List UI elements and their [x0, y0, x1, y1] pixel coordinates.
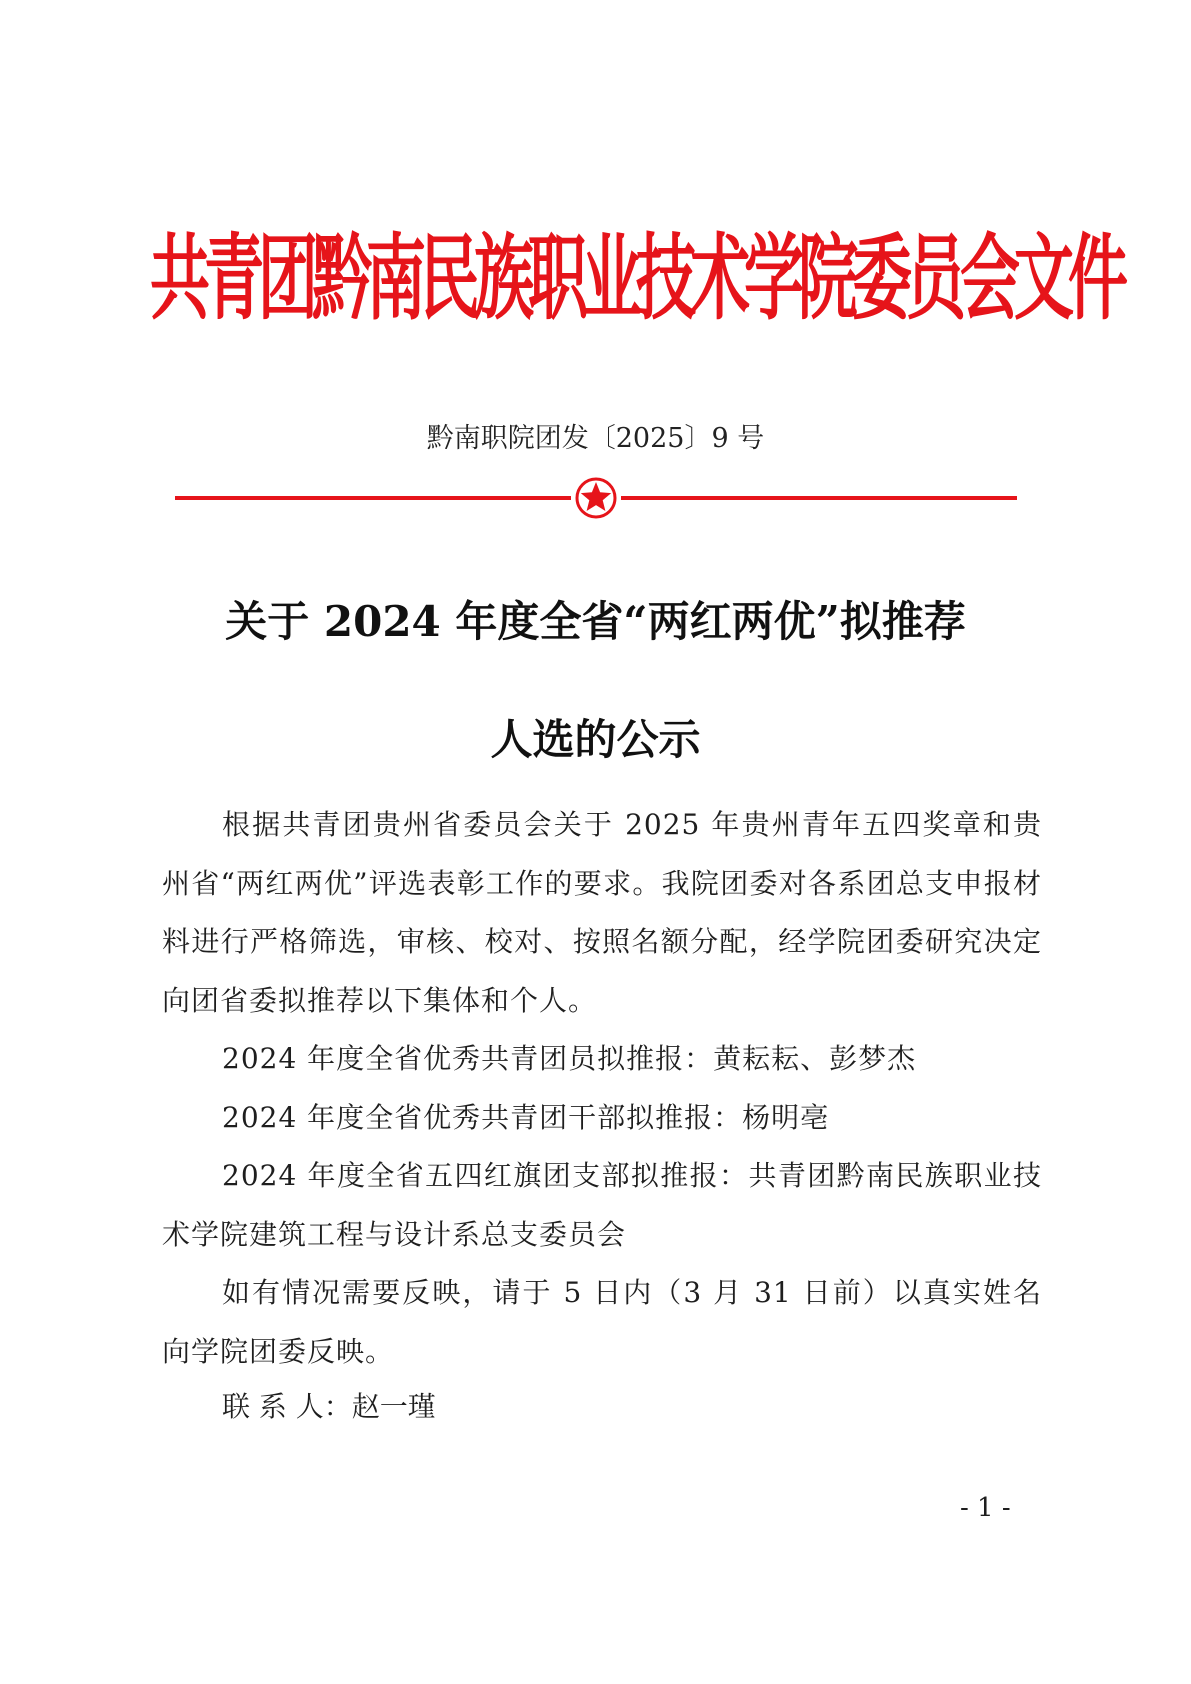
org-header-title: 共青团黔南民族职业技术学院委员会文件: [150, 225, 1122, 334]
page-number: - 1 -: [960, 1493, 1011, 1523]
body-paragraph-excellent-members: 2024 年度全省优秀共青团员拟推报：黄耘耘、彭梦杰: [222, 1042, 917, 1075]
document-number: 黔南职院团发〔2025〕9 号: [426, 423, 765, 454]
red-separator: [175, 476, 1017, 520]
body-paragraph-intro: 根据共青团贵州省委员会关于 2025 年贵州青年五四奖章和贵州省“两红两优”评选表彰工作的要求。我院团委对各系团总支申报材料进行严格筛选，审核、校对、按照名额分配，经学院团委研究决定向团省委拟推荐以下集体和个人。: [162, 808, 1042, 1017]
document-title-line-1: 关于 2024 年度全省“两红两优”拟推荐: [225, 597, 966, 646]
body-paragraph-red-flag-branch: 2024 年度全省五四红旗团支部拟推报：共青团黔南民族职业技术学院建筑工程与设计系总支委员会: [162, 1159, 1042, 1251]
contact-person: 联 系 人：赵一瑾: [222, 1390, 436, 1423]
document-title-line-2: 人选的公示: [490, 715, 701, 764]
body-paragraph-feedback: 如有情况需要反映，请于 5 日内（3 月 31 日前）以真实姓名向学院团委反映。: [162, 1276, 1042, 1368]
body-paragraph-excellent-cadre: 2024 年度全省优秀共青团干部拟推报：杨明亳: [222, 1100, 830, 1134]
star-emblem-icon: [577, 479, 615, 517]
body-text: [162, 796, 1042, 1381]
